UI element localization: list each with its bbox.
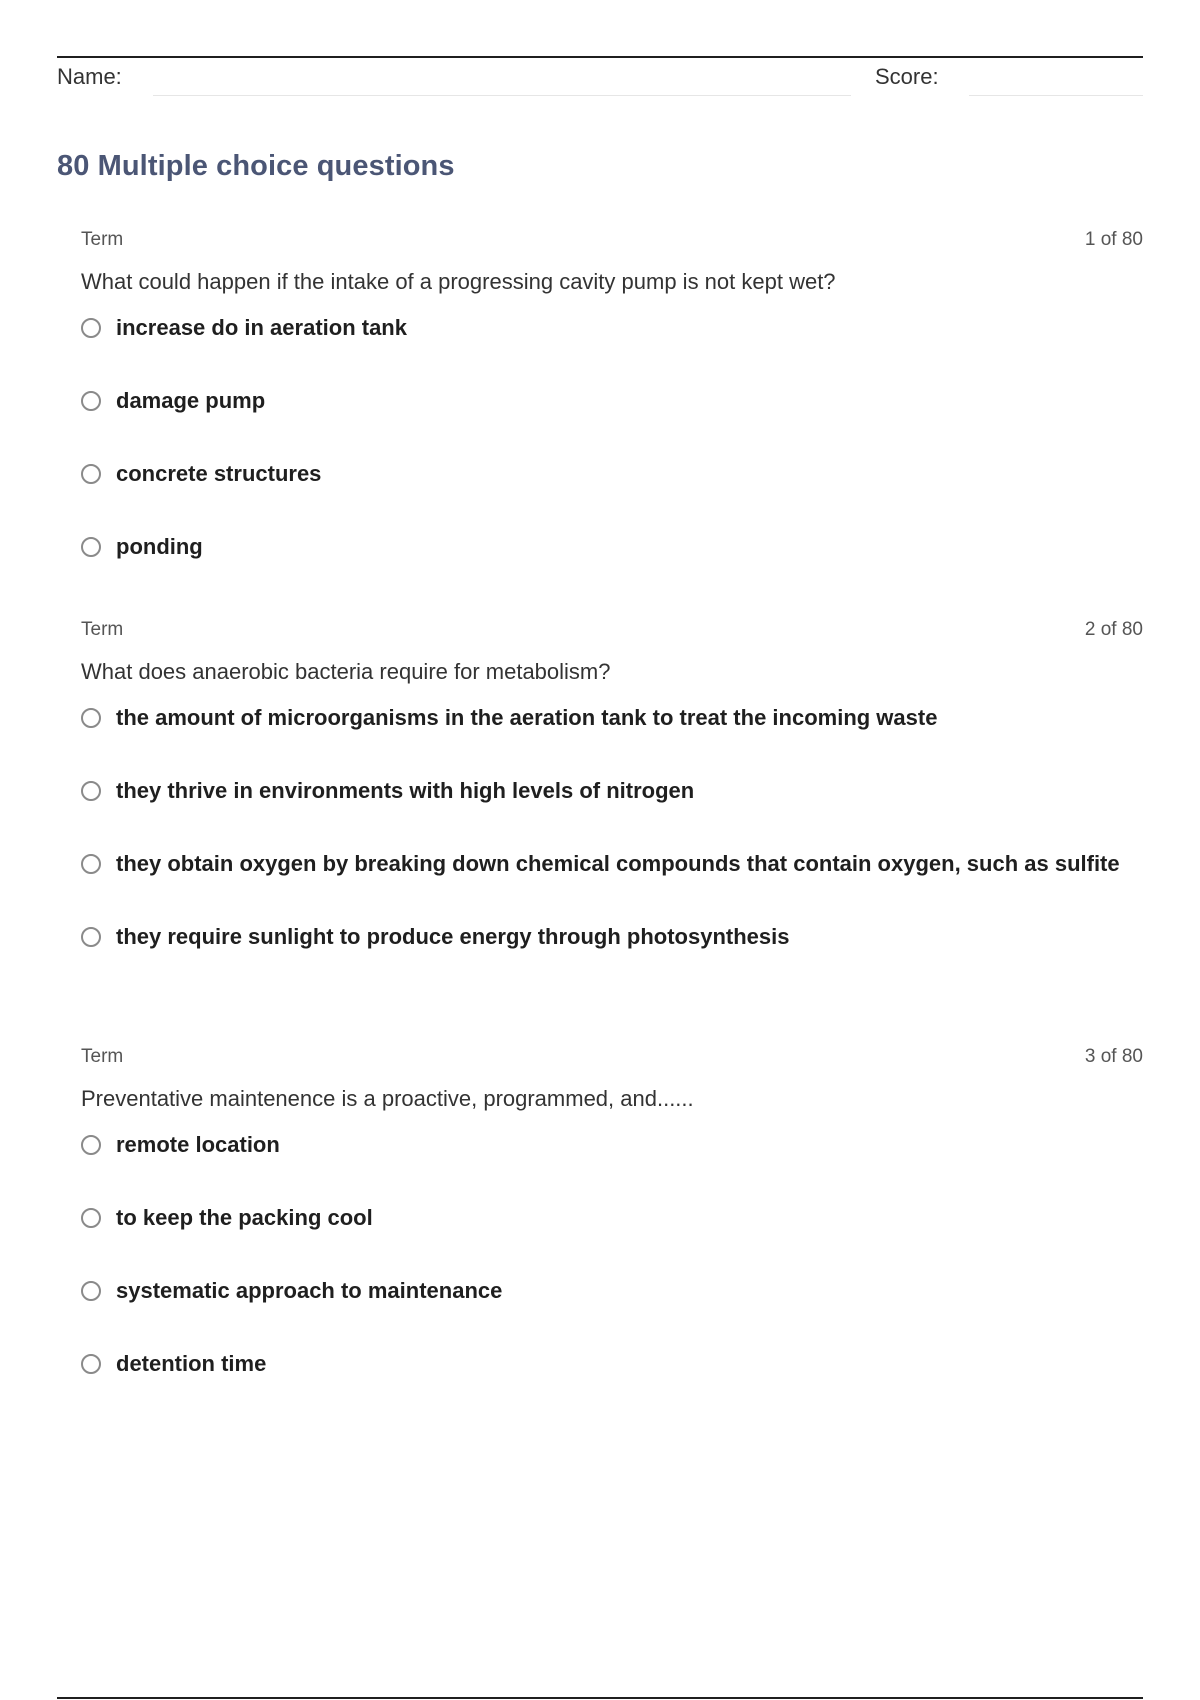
term-label: Term [81, 1046, 124, 1067]
question-counter: 2 of 80 [1084, 619, 1143, 640]
radio-button-icon[interactable] [81, 1281, 101, 1301]
answer-option-label: ponding [116, 534, 203, 559]
question-counter: 1 of 80 [1084, 229, 1143, 250]
radio-button-icon[interactable] [81, 1354, 101, 1374]
answer-option-label: detention time [116, 1351, 267, 1376]
section-title: 80 Multiple choice questions [57, 150, 455, 182]
question-text: Preventative maintenence is a proactive, programmed, and...... [81, 1086, 694, 1111]
radio-button-icon[interactable] [81, 1135, 101, 1155]
answer-option[interactable] [81, 310, 1143, 346]
score-label: Score: [875, 64, 939, 89]
radio-button-icon[interactable] [81, 927, 101, 947]
answer-option-label: the amount of microorganisms in the aeration tank to treat the incoming waste [116, 705, 938, 730]
answer-options [81, 1127, 1143, 1382]
answer-option[interactable] [81, 383, 1143, 419]
question-header [81, 1046, 1143, 1072]
question-text: What does anaerobic bacteria require for metabolism? [81, 659, 611, 684]
header-row [57, 58, 1143, 98]
answer-option-label: damage pump [116, 388, 266, 413]
answer-option-label: concrete structures [116, 461, 322, 486]
answer-option-label: systematic approach to maintenance [116, 1278, 503, 1303]
answer-option[interactable] [81, 1127, 1143, 1163]
bottom-divider [57, 1697, 1143, 1699]
term-label: Term [81, 229, 124, 250]
answer-option[interactable] [81, 529, 1143, 565]
answer-option[interactable] [81, 773, 1143, 809]
radio-button-icon[interactable] [81, 708, 101, 728]
radio-button-icon[interactable] [81, 537, 101, 557]
answer-option[interactable] [81, 1200, 1143, 1236]
score-field[interactable] [969, 95, 1143, 96]
radio-button-icon[interactable] [81, 854, 101, 874]
answer-option-label: increase do in aeration tank [116, 315, 407, 340]
radio-button-icon[interactable] [81, 464, 101, 484]
answer-option[interactable] [81, 846, 1143, 882]
answer-options [81, 310, 1143, 565]
question-header [81, 229, 1143, 255]
question-1 [81, 229, 1143, 602]
question-3 [81, 1046, 1143, 1419]
question-header [81, 619, 1143, 645]
question-2 [81, 619, 1143, 992]
term-label: Term [81, 619, 124, 640]
answer-options [81, 700, 1143, 955]
radio-button-icon[interactable] [81, 1208, 101, 1228]
name-label: Name: [57, 64, 122, 89]
answer-option[interactable] [81, 1346, 1143, 1382]
answer-option[interactable] [81, 700, 1143, 736]
radio-button-icon[interactable] [81, 318, 101, 338]
question-text: What could happen if the intake of a progressing cavity pump is not kept wet? [81, 269, 836, 294]
radio-button-icon[interactable] [81, 391, 101, 411]
answer-option-label: remote location [116, 1132, 280, 1157]
name-field[interactable] [153, 95, 851, 96]
answer-option-label: they thrive in environments with high levels of nitrogen [116, 778, 695, 803]
answer-option-label: to keep the packing cool [116, 1205, 373, 1230]
question-counter: 3 of 80 [1084, 1046, 1143, 1067]
answer-option-label: they obtain oxygen by breaking down chemical compounds that contain oxygen, such as sulfite [116, 851, 1120, 876]
answer-option[interactable] [81, 919, 1143, 955]
answer-option[interactable] [81, 1273, 1143, 1309]
radio-button-icon[interactable] [81, 781, 101, 801]
answer-option-label: they require sunlight to produce energy through photosynthesis [116, 924, 790, 949]
quiz-page [57, 0, 1143, 1700]
answer-option[interactable] [81, 456, 1143, 492]
